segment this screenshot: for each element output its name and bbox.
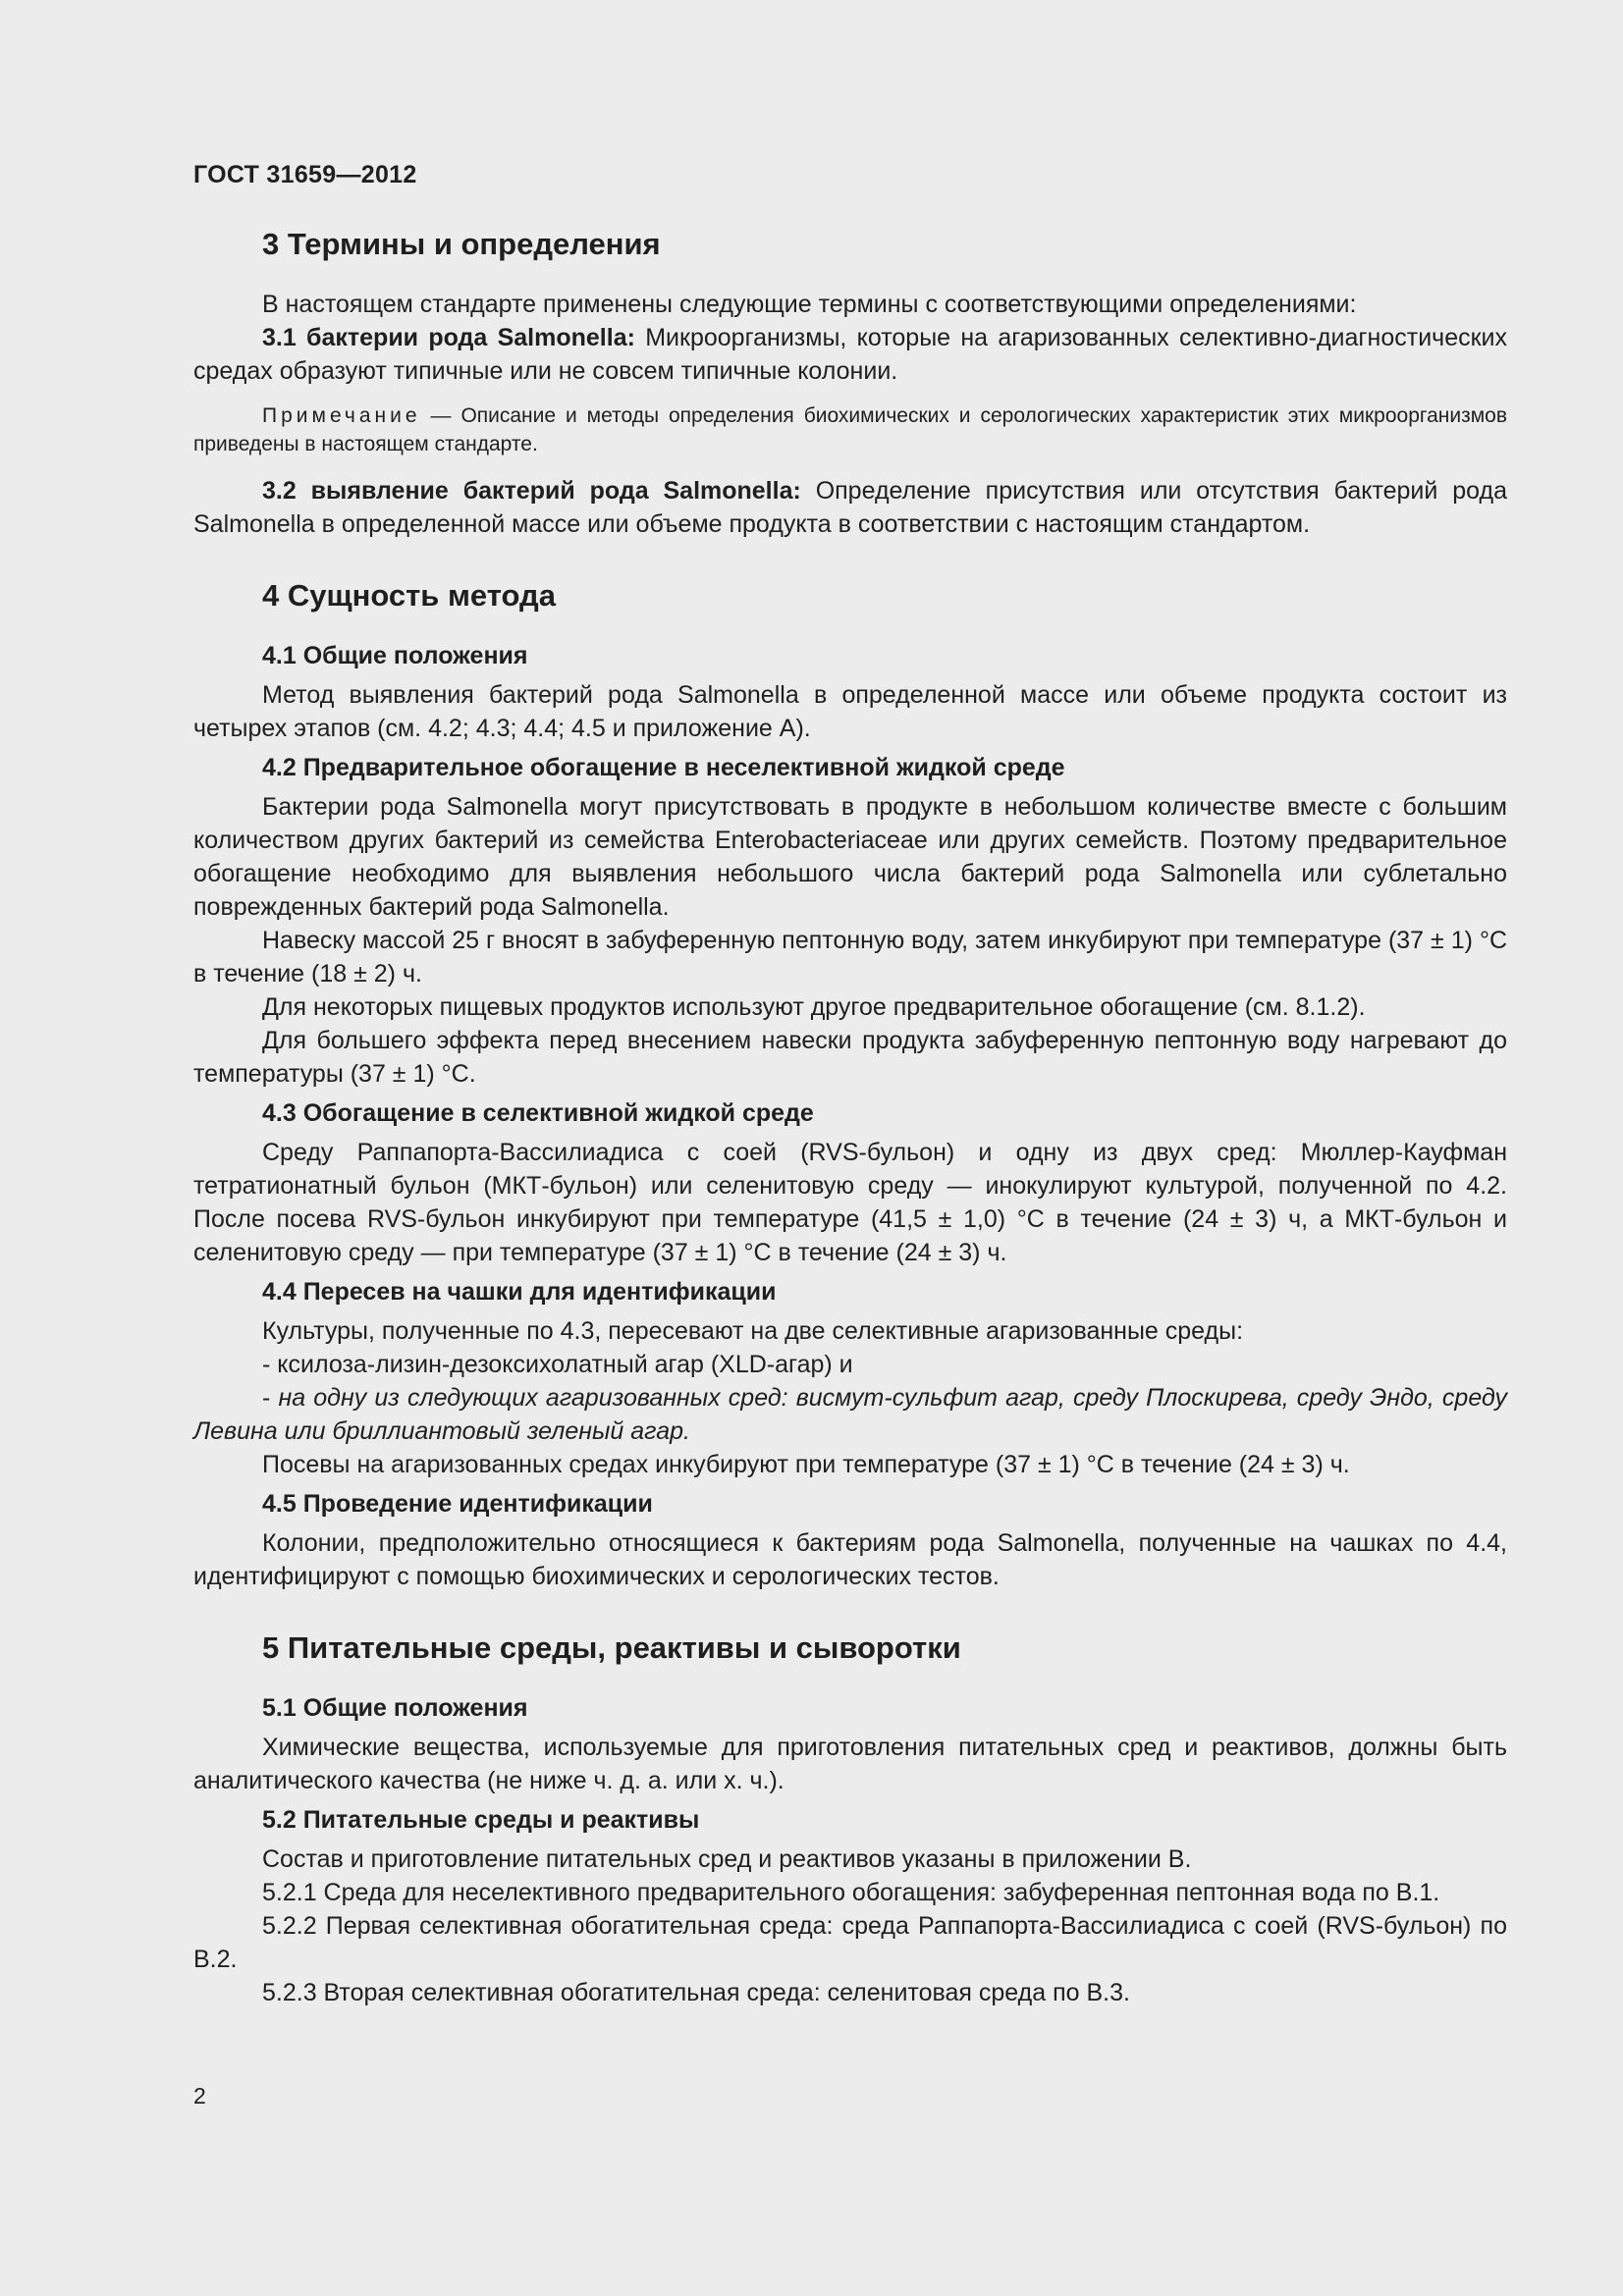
document-code: ГОСТ 31659—2012 [193, 161, 417, 188]
item-5-2-1: 5.2.1 Среда для неселективного предварительного обогащения: забуференная пептонная вода по В.1. [262, 1879, 1440, 1906]
s42-paragraph-4: Для большего эффекта перед внесением навески продукта забуференную пептонную воду нагревают до температуры (37 ± 1) °С. [193, 1027, 1507, 1088]
term-3-2 [193, 474, 1507, 541]
s44-paragraph-1: Культуры, полученные по 4.3, пересевают на две селективные агаризованные среды: [262, 1317, 1244, 1345]
s3-intro: В настоящем стандарте применены следующие термины с соответствующими определениями: [262, 291, 1357, 318]
s44-paragraph-2: Посевы на агаризованных средах инкубируют при температуре (37 ± 1) °С в течение (24 ± 3) ч. [262, 1451, 1350, 1478]
subsection-4-4-title: 4.4 Пересев на чашки для идентификации [262, 1278, 777, 1306]
item-5-2-3: 5.2.3 Вторая селективная обогатительная среда: селенитовая среда по В.3. [262, 1979, 1130, 2006]
term-3-1-name: 3.1 бактерии рода Salmonella: [262, 324, 635, 351]
term-3-2-name: 3.2 выявление бактерий рода Salmonella: [262, 477, 801, 505]
item-5-2-2: 5.2.2 Первая селективная обогатительная среда: среда Раппапорта-Вассилиадиса с соей (RVS-бульон) по В.2. [193, 1912, 1507, 1973]
s43-paragraph: Среду Раппапорта-Вассилиадиса с соей (RVS-бульон) и одну из двух сред: Мюллер-Кауфман тетратионатный бульон (МКТ-бульон) или селенитовую среду — инокулируют культурой, полученной по 4.2. После посева RVS-бульон инкубируют при температуре (41,5 ± 1,0) °С в течение (24 ± 3) ч, а МКТ-бульон и селенитовую среду — при температуре (37 ± 1) °С в течение (24 ± 3) ч. [193, 1139, 1507, 1266]
s41-paragraph: Метод выявления бактерий рода Salmonella в определенной массе или объеме продукта состоит из четырех этапов (см. 4.2; 4.3; 4.4; 4.5 и приложение А). [193, 681, 1507, 742]
s42-paragraph-1: Бактерии рода Salmonella могут присутствовать в продукте в небольшом количестве вместе с большим количеством других бактерий из семейства Enterobacteriaceae или других семейств. Поэтому предварительное обогащение необходимо для выявления небольшого числа бактерий рода Salmonella или сублетально поврежденных бактерий рода Salmonella. [193, 793, 1507, 921]
s42-paragraph-2: Навеску массой 25 г вносят в забуференную пептонную воду, затем инкубируют при температуре (37 ± 1) °С в течение (18 ± 2) ч. [193, 927, 1507, 988]
s44-list-item-2-text: на одну из следующих агаризованных сред: висмут-сульфит агар, среду Плоскирева, среду Эндо, среду Левина или бриллиантовый зеленый агар. [193, 1384, 1507, 1445]
section-5-title: 5 Питательные среды, реактивы и сыворотки [262, 1630, 961, 1665]
s44-list-dash: - [262, 1384, 279, 1412]
note-text: — Описание и методы определения биохимических и серологических характеристик этих микроорганизмов приведены в настоящем стандарте. [193, 404, 1507, 455]
subsection-4-1-title: 4.1 Общие положения [262, 642, 528, 669]
term-3-1 [193, 321, 1507, 388]
subsection-4-5-title: 4.5 Проведение идентификации [262, 1490, 653, 1518]
page-number: 2 [193, 2083, 206, 2109]
note [193, 401, 1507, 458]
subsection-4-2-title: 4.2 Предварительное обогащение в неселективной жидкой среде [262, 754, 1065, 781]
s42-paragraph-3: Для некоторых пищевых продуктов используют другое предварительное обогащение (см. 8.1.2). [262, 993, 1366, 1021]
term-3-2-definition: Определение присутствия или отсутствия бактерий рода Salmonella в определенной массе или объеме продукта в соответствии с настоящим стандартом. [193, 477, 1507, 538]
s44-list-item-2 [193, 1381, 1507, 1448]
s44-list-item-1: - ксилоза-лизин-дезоксихолатный агар (XLD-агар) и [262, 1351, 853, 1378]
section-3-title: 3 Термины и определения [262, 227, 661, 261]
subsection-5-2-title: 5.2 Питательные среды и реактивы [262, 1806, 700, 1834]
section-4-title: 4 Сущность метода [262, 578, 556, 613]
term-3-1-definition: Микроорганизмы, которые на агаризованных селективно-диагностических средах образуют типичные или не совсем типичные колонии. [193, 324, 1508, 385]
s51-paragraph: Химические вещества, используемые для приготовления питательных сред и реактивов, должны быть аналитического качества (не ниже ч. д. а. или х. ч.). [193, 1734, 1507, 1794]
subsection-5-1-title: 5.1 Общие положения [262, 1694, 528, 1722]
s45-paragraph: Колонии, предположительно относящиеся к бактериям рода Salmonella, полученные на чашках по 4.4, идентифицируют с помощью биохимических и серологических тестов. [193, 1529, 1507, 1590]
subsection-4-3-title: 4.3 Обогащение в селективной жидкой среде [262, 1099, 814, 1127]
s52-paragraph: Состав и приготовление питательных сред и реактивов указаны в приложении В. [262, 1845, 1192, 1873]
note-label: Примечание [262, 404, 421, 427]
